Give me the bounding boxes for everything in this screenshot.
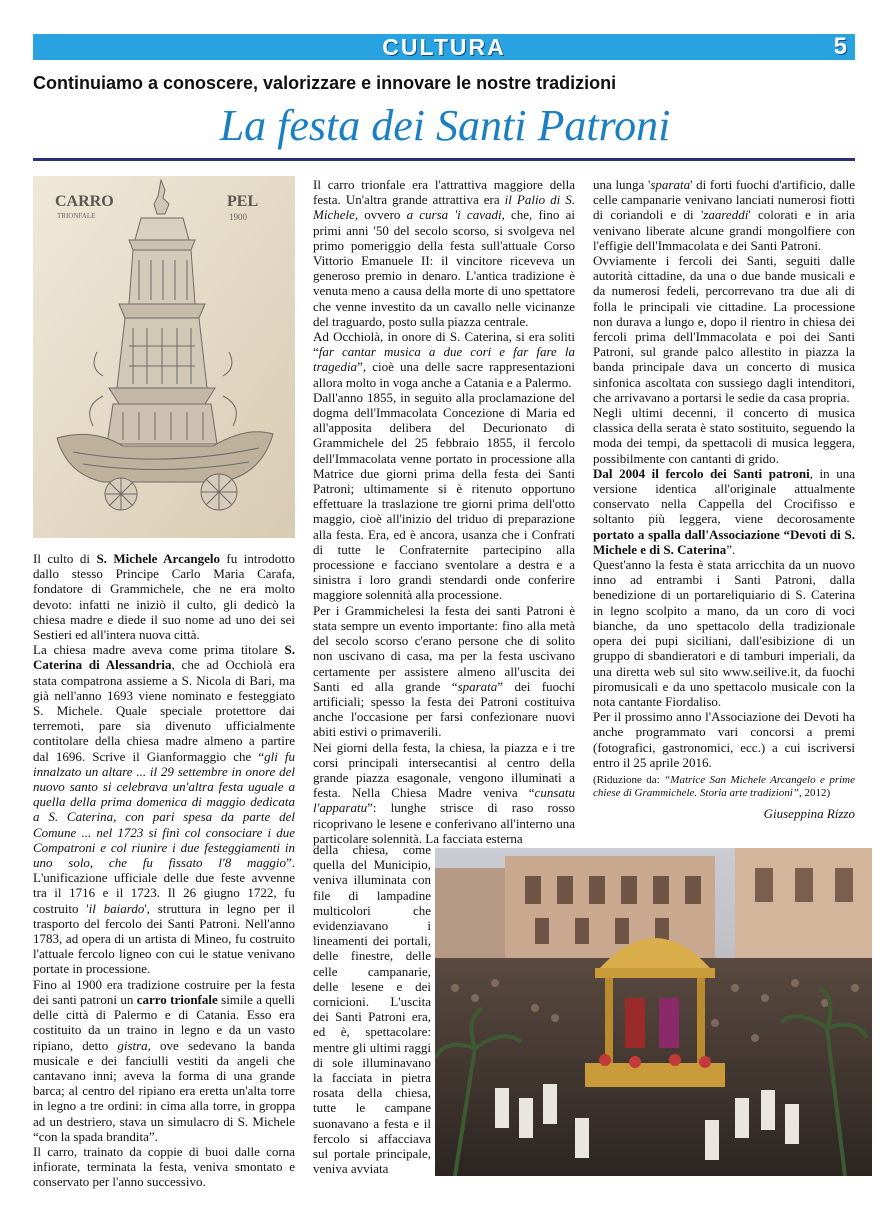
drawing-label-left-sub: TRIONFALE [57,212,96,220]
paragraph: della chiesa, come quella del Municipio, veniva illuminata con file di lampadine multicolori che evidenziavano i lineamenti dei portali, delle finestre, delle celle campanarie, delle lesene e dei cornicioni. L'uscita dei Santi Patroni era, ed è, spettacolare: mentre gli ultimi raggi di sole illuminavano la facciata in pietra rosata della chiesa, tutte le campane suonavano a festa e il fercolo si affacciava sul portale principale, veniva avviata [313,842,431,1177]
paragraph: Per il prossimo anno l'Associazione dei Devoti ha anche programmato vari concorsi a premi (fotografici, gastronomici, ecc.) a cui iscriversi entro il 25 aprile 2016. [593,709,855,770]
paragraph: Ovviamente i fercoli dei Santi, seguiti dalle autorità cittadine, da una o due bande musicali e da numerosi fedeli, percorrevano tra due ali di folla le principali vie cittadine. La processione non durava a lungo e, dopo il rientro in chiesa dei fercoli prima dell'Immacolata e poi dei Santi Patroni, sul grande palco allestito in piazza la banda principale dava un concerto di musica sinfonica ascoltata con sussiego dagli intenditori, che arrivavano a portarsi le sedie da casa propria. [593,253,855,405]
paragraph: La chiesa madre aveva come prima titolare S. Caterina di Alessandria, che ad Occhiolà era stata compatrona assieme a S. Nicola di Bari, ma già nell'anno 1693 viene nominato e festeggiato S. Michele. Quale speciale protettore dai terremoti, pare sia divenuto ufficialmente contitolare della chiesa madre almeno a partire dal 1696. Scrive il Gianformaggio che “gli fu innalzato un altare ... il 29 settembre in onore del nuovo santo si celebrava un'altra festa uguale a quella della prima domenica di maggio dedicata a S. Caterina, con pari spesa da parte del Comune ... nel 1723 si finì col consociare i due Compatroni e col riunire i due festeggiamenti in uno solo, che fu fissato l'8 maggio”. L'unificazione ufficiale delle due feste avvenne tra il 1716 e il 1723. Il 26 giugno 1722, fu costruito 'il baiardo', struttura in legno per il trasporto del fercolo dei Santi Patroni. Nell'anno 1783, ad opera di un artista di Mineo, fu costruito l'attuale fercolo ligneo con cui le statue venivano portate in processione. [33,642,295,977]
paragraph: Il carro trionfale era l'attrattiva maggiore della festa. Un'altra grande attrattiva era il Palio di S. Michele, ovvero a cursa 'i cavadi, che, fino ai primi anni '50 del secolo scorso, si svolgeva nel primo pomeriggio della festa sull'attuale Corso Vittorio Emanuele II: il vincitore riceveva un generoso premio in denaro. L'antica tradizione è venuta meno a causa della morte di uno spettatore che venne investito da un cavallo nelle vicinanze del traguardo, posto sulla piazza centrale. [313,177,575,329]
paragraph: Fino al 1900 era tradizione costruire per la festa dei santi patroni un carro trionfale simile a quelli delle città di Palermo e di Catania. Esso era costituito da un traino in legno e da un vasto ripiano, detto gistra, ove sedevano la banda musicale e dei fanciulli vestiti da angeli che cantavano inni; aveva la forma di una grande barca; al centro del ripiano era eretta un'alta torre in legno a tre ordini: in cima alla torre, in groppa ad un destriero, stava un simulacro di S. Michele “con la spada brandita”. [33,976,295,1144]
paragraph: Per i Grammichelesi la festa dei santi Patroni è stata sempre un evento importante: fino alla metà del secolo scorso c'erano persone che di solito non uscivano di casa, ma per la festa uscivano certamente per assistere almeno all'uscita dei Santi ed alla grande “sparata” dei fuochi artificiali; spesso la festa dei Patroni costituiva anche l'occasione per farsi confezionare nuovi abiti estivi o primaverili. [313,602,575,740]
article-column-2 [313,177,575,846]
paragraph: Negli ultimi decenni, il concerto di musica classica della serata è stato sostituito, seguendo la moda dei tempi, da spettacoli di musica leggera, possibilmente con cantanti di grido. [593,405,855,466]
drawing-label-right: PEL [227,193,259,210]
article-column-2-wrap [313,842,431,1176]
paragraph: Il carro, trainato da coppie di buoi dalle corna infiorate, terminata la festa, veniva smontato e conservato per l'anno successivo. [33,1143,295,1190]
title-rule [33,158,855,161]
paragraph: Il culto di S. Michele Arcangelo fu introdotto dallo stesso Principe Carlo Maria Carafa, fondatore di Grammichele, che ne era molto devoto: infatti ne iniziò il culto, gli dedicò la chiesa madre e diede il suo nome ad uno dei sei Sestieri ed all'intera nuova città. [33,551,295,643]
paragraph: una lunga 'sparata' di forti fuochi d'artificio, dalle celle campanarie venivano lanciati numerosi fiotti di coriandoli e di 'zaareddi' colorati e in aria venivano liberate alcune grandi mongolfiere con l'effigie dell'Immacolata e dei Santi Patroni. [593,177,855,253]
drawing-label-left: CARRO [55,193,114,210]
paragraph: Quest'anno la festa è stata arricchita da un nuovo inno ad entrambi i Santi Patroni, dalla benedizione di un portareliquiario di S. Caterina in legno scolpito a mano, da un coro di voci bianche, da uno spettacolo della tradizionale opera dei pupi siciliani, dall'esibizione di un gruppo di sbandieratori e di tamburi imperiali, da una diretta web sul sito www.seilive.it, da fuochi piromusicali e da uno spettacolo musicale con la nota cantante Fiordaliso. [593,557,855,709]
drawing-label-right-sub: 1900 [229,212,247,222]
section-band [33,34,855,60]
paragraph: Ad Occhiolà, in onore di S. Caterina, si era soliti “far cantar musica a due cori e far fare la tragedia”, cioè una delle sacre rappresentazioni allora molto in voga anche a Catania e a Palermo. [313,329,575,390]
article-column-1 [33,551,295,1190]
article-column-3 [593,177,855,821]
headline: La festa dei Santi Patroni [219,101,671,150]
page-number: 5 [833,33,847,60]
author-signature: Giuseppina Rizzo [763,805,855,821]
section-title: CULTURA [382,34,506,60]
procession-photo [435,848,872,1176]
kicker: Continuiamo a conoscere, valorizzare e innovare le nostre tradizioni [33,73,617,93]
paragraph: Dal 2004 il fercolo dei Santi patroni, in una versione identica all'originale attualmente conservato nella Cappella del Crocifisso e soltanto più leggera, viene decorosamente portato a spalla dall'Associazione “Devoti di S. Michele e di S. Caterina”. [593,465,855,557]
paragraph: Dall'anno 1855, in seguito alla proclamazione del dogma dell'Immacolata Concezione di Maria ed all'apposita delibera del Decurionato di Grammichele del 25 febbraio 1855, il fercolo dell'Immacolata venne portato in processione alla Matrice due giorni prima della festa dei Santi Patroni; ultimamente si è ritenuto opportuno effettuare la traslazione tre giorni prima dell'otto maggio, cioè all'inizio del triduo di preparazione alla festa. Era, ed è ancora, usanza che i Confrati di tutte le Confraternite partecipino alla processione e facciano sventolare a destra e a sinistra i loro grandi stendardi onde conferire maggiore solennità alla processione. [313,389,575,603]
source-note: (Riduzione da: “Matrice San Michele Arcangelo e prime chiese di Grammichele. Storia arte tradizioni”, 2012) [593,773,855,799]
carro-trionfale-drawing [33,176,295,538]
paragraph: Nei giorni della festa, la chiesa, la piazza e i tre corsi principali intersecantisi al centro della grande piazza esagonale, vengono illuminati a festa. Nella Chiesa Madre veniva “cunsatu l'apparatu”: lunghe strisce di raso rosso ricoprivano le lesene e conferivano all'interno una particolare solennità. La facciata esterna [313,739,575,846]
